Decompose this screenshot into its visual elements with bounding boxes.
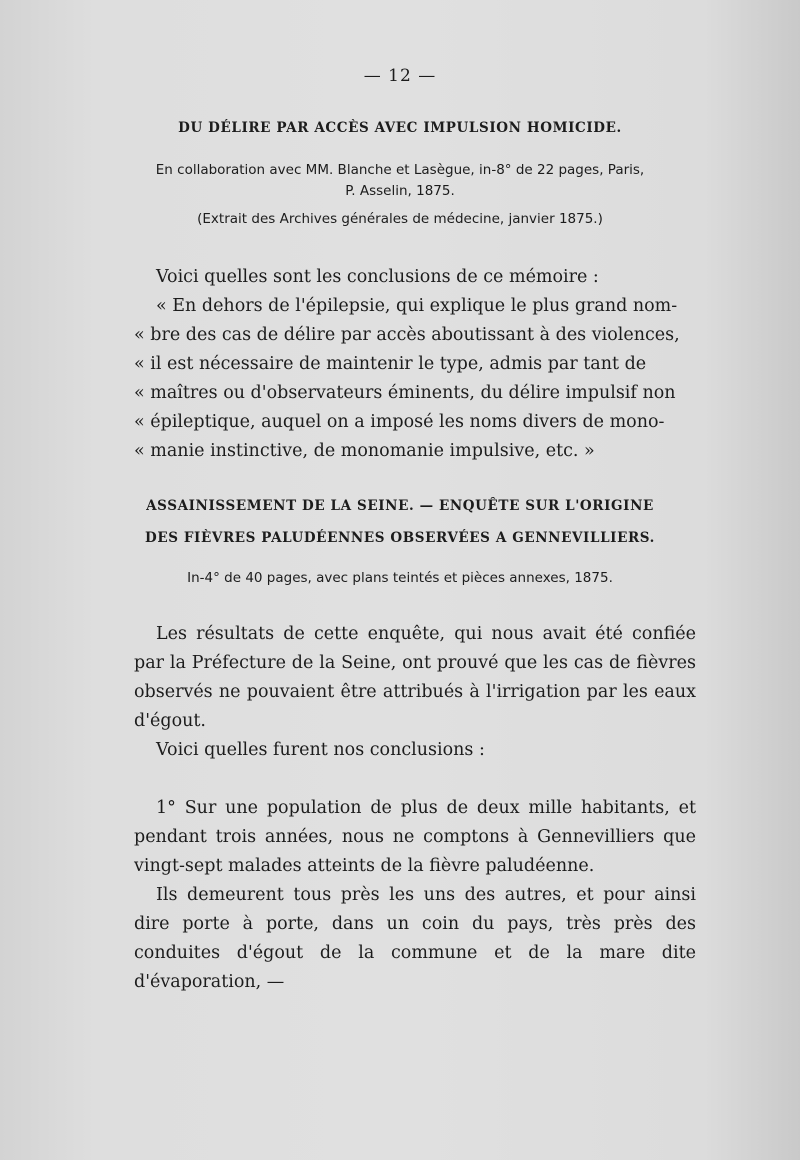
paragraph: Ils demeurent tous près les uns des autres, et pour ainsi dire porte à porte, dans un coin du pays, très près des conduites d'égout de la commune et de la mare dite d'évaporation, — [134,885,696,992]
section1-publication-line2: P. Asselin, 1875. [345,183,455,199]
section1-extract: (Extrait des Archives générales de médecine, janvier 1875.) [197,211,603,227]
section2-title-line2: DES FIÈVRES PALUDÉENNES OBSERVÉES A GENNEVILLIERS. [145,530,655,546]
section1-body [134,263,696,466]
quote-line: « bre des cas de délire par accès aboutissant à des violences, [134,325,680,345]
section1-title: DU DÉLIRE PAR ACCÈS AVEC IMPULSION HOMICIDE. [178,120,622,136]
page-number: — 12 — [363,66,437,86]
section1-publication-line1: En collaboration avec MM. Blanche et Lasègue, in-8° de 22 pages, Paris, [155,162,645,178]
quote-line: « épileptique, auquel on a imposé les noms divers de mono- [134,412,665,432]
paragraph: Voici quelles furent nos conclusions : [156,740,485,760]
paragraph: Les résultats de cette enquête, qui nous avait été confiée par la Préfecture de la Seine, ont prouvé que les cas de fièvres observés ne pouvaient être attribués à l'irrigation par les eaux d'égout. [134,624,696,731]
section1-intro: Voici quelles sont les conclusions de ce mémoire : [156,267,599,287]
paragraph: 1° Sur une population de plus de deux mille habitants, et pendant trois années, nous ne comptons à Gennevilliers que vingt-sept malades atteints de la fièvre paludéenne. [134,798,696,876]
section2-publication: In-4° de 40 pages, avec plans teintés et pièces annexes, 1875. [187,570,613,586]
section2-title-line1: ASSAINISSEMENT DE LA SEINE. — ENQUÊTE SUR L'ORIGINE [146,498,654,514]
quote-line: « maîtres ou d'observateurs éminents, du délire impulsif non [134,383,676,403]
quote-line: « En dehors de l'épilepsie, qui explique le plus grand nom- [156,296,678,316]
quote-line: « il est nécessaire de maintenir le type, admis par tant de [134,354,647,374]
quote-block [134,292,696,466]
quote-line: « manie instinctive, de monomanie impulsive, etc. » [134,441,595,461]
section2-body [134,620,696,997]
